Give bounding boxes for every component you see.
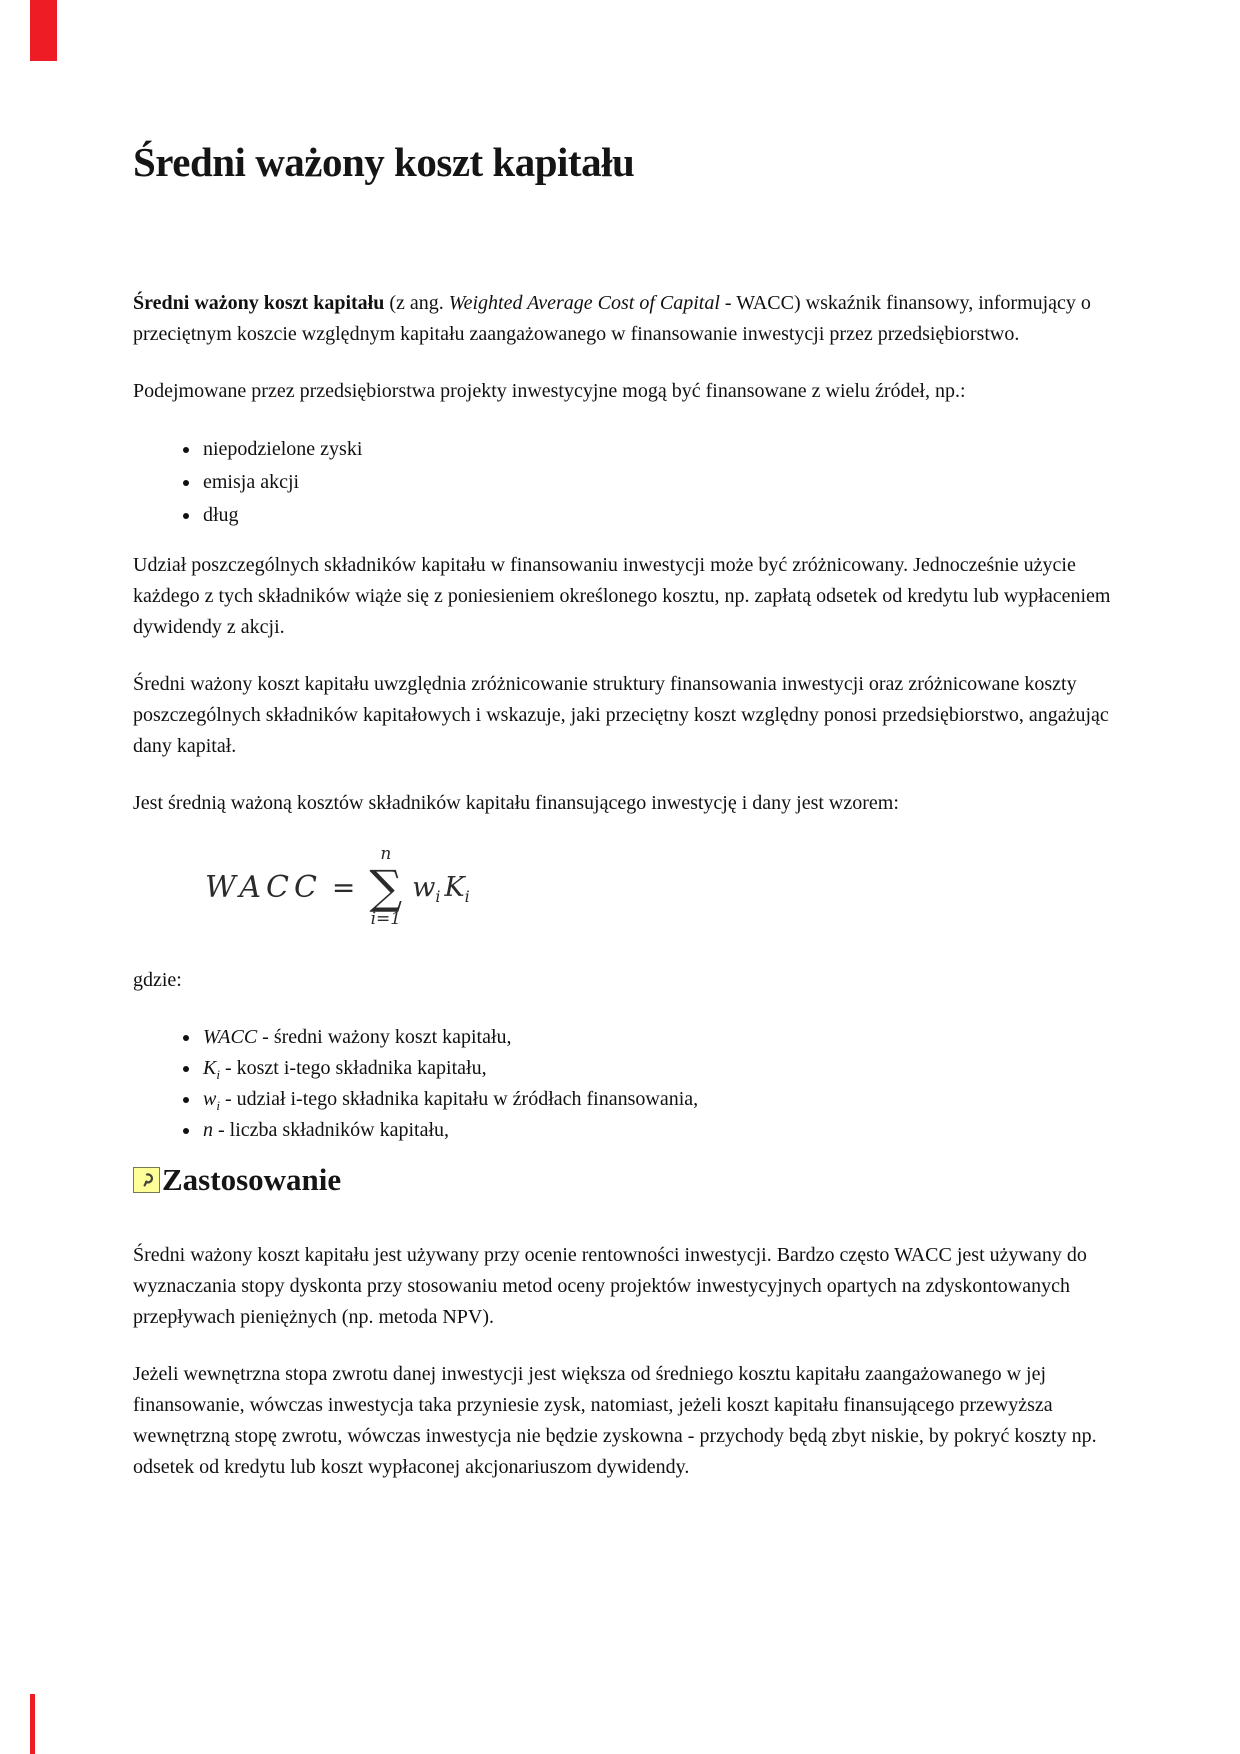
document-content [133, 0, 1111, 1509]
intro-english-term: Weighted Average Cost of Capital [448, 292, 720, 314]
intro-bold-lead: Średni ważony koszt kapitału [133, 292, 385, 314]
section-heading-text: Zastosowanie [162, 1162, 342, 1197]
formula-term [412, 871, 474, 906]
definition-item [201, 1115, 1111, 1146]
definition-item [201, 1084, 1111, 1115]
definition-var: K [203, 1057, 217, 1079]
image-placeholder-icon [133, 1167, 160, 1193]
formula-upper-limit: n [380, 844, 392, 864]
formula-w: w [412, 871, 436, 903]
formula-k: K [444, 871, 465, 903]
sigma-symbol: ∑ [369, 860, 403, 914]
definition-sub: i [216, 1098, 220, 1113]
definition-text: - koszt i-tego składnika kapitału, [219, 1057, 487, 1079]
paragraph-intro [133, 288, 1111, 350]
definitions-list [133, 1022, 1111, 1146]
paragraph-zastosowanie: Średni ważony koszt kapitału jest używany przy ocenie rentowności inwestycji. Bardzo często WACC jest używany do wyznaczania stopy dyskonta przy stosowaniu metod oceny projektów inwestycyjnych opartych na zdyskontowanych przepływach pieniężnych (np. metoda NPV). [133, 1244, 1087, 1328]
list-item-text: dług [203, 504, 239, 526]
wacc-formula [205, 845, 1111, 929]
formula-k-sub: i [464, 886, 470, 906]
definition-item [201, 1053, 1111, 1084]
paragraph-sources: Podejmowane przez przedsiębiorstwa projekty inwestycyjne mogą być finansowane z wielu źródeł, np.: [133, 380, 966, 402]
page-title: Średni ważony koszt kapitału [133, 139, 635, 185]
formula-summation [369, 846, 402, 928]
intro-rest: - WACC) wskaźnik finansowy, informujący o przeciętnym koszcie względnym kapitału zaangażowanego w finansowanie inwestycji przez przedsiębiorstwo. [133, 292, 1091, 345]
page-edge-marker [30, 1694, 35, 1754]
definition-text: - udział i-tego składnika kapitału w źródłach finansowania, [219, 1088, 699, 1110]
definition-var: n [203, 1119, 213, 1141]
list-item [201, 466, 1111, 499]
intro-pre-italic: (z ang. [384, 292, 449, 314]
list-item [201, 433, 1111, 466]
formula-lower-limit: i=1 [370, 909, 402, 929]
gdzie-label: gdzie: [133, 969, 182, 991]
definition-item [201, 1022, 1111, 1053]
formula-lhs: WACC [205, 869, 322, 905]
list-item-text: emisja akcji [203, 471, 300, 493]
list-item [201, 499, 1111, 532]
paragraph-sredni: Średni ważony koszt kapitału uwzględnia zróżnicowanie struktury finansowania inwestycji oraz zróżnicowane koszty poszczególnych składników kapitałowych i wskazuje, jaki przeciętny koszt względny ponosi przedsiębiorstwo, angażując dany kapitał. [133, 673, 1109, 757]
definition-sub: i [216, 1067, 220, 1082]
definition-var: WACC [203, 1026, 258, 1048]
bookmark-ribbon [30, 0, 57, 61]
definition-var: w [203, 1088, 217, 1110]
formula-equals: = [331, 870, 356, 904]
definition-text: - średni ważony koszt kapitału, [257, 1026, 512, 1048]
paragraph-udzial: Udział poszczególnych składników kapitału w finansowaniu inwestycji może być zróżnicowany. Jednocześnie użycie każdego z tych składników wiąże się z poniesieniem określonego kosztu, np. zapłatą odsetek od kredytu lub wypłaceniem dywidendy z akcji. [133, 554, 1111, 638]
definition-text: - liczba składników kapitału, [213, 1119, 450, 1141]
paragraph-wzor: Jest średnią ważoną kosztów składników kapitału finansującego inwestycję i dany jest wzorem: [133, 792, 899, 814]
formula-w-sub: i [435, 886, 441, 906]
list-item-text: niepodzielone zyski [203, 438, 363, 460]
sources-list [133, 433, 1111, 532]
section-heading-zastosowanie [133, 1162, 1111, 1198]
paragraph-jezeli: Jeżeli wewnętrzna stopa zwrotu danej inwestycji jest większa od średniego kosztu kapitału zaangażowanego w jej finansowanie, wówczas inwestycja taka przyniesie zysk, natomiast, jeżeli koszt kapitału finansującego przewyższa wewnętrzną stopę zwrotu, wówczas inwestycja nie będzie zyskowna - przychody będą zbyt niskie, by pokryć koszty np. odsetek od kredytu lub koszt wypłaconej akcjonariuszom dywidendy. [133, 1363, 1097, 1478]
